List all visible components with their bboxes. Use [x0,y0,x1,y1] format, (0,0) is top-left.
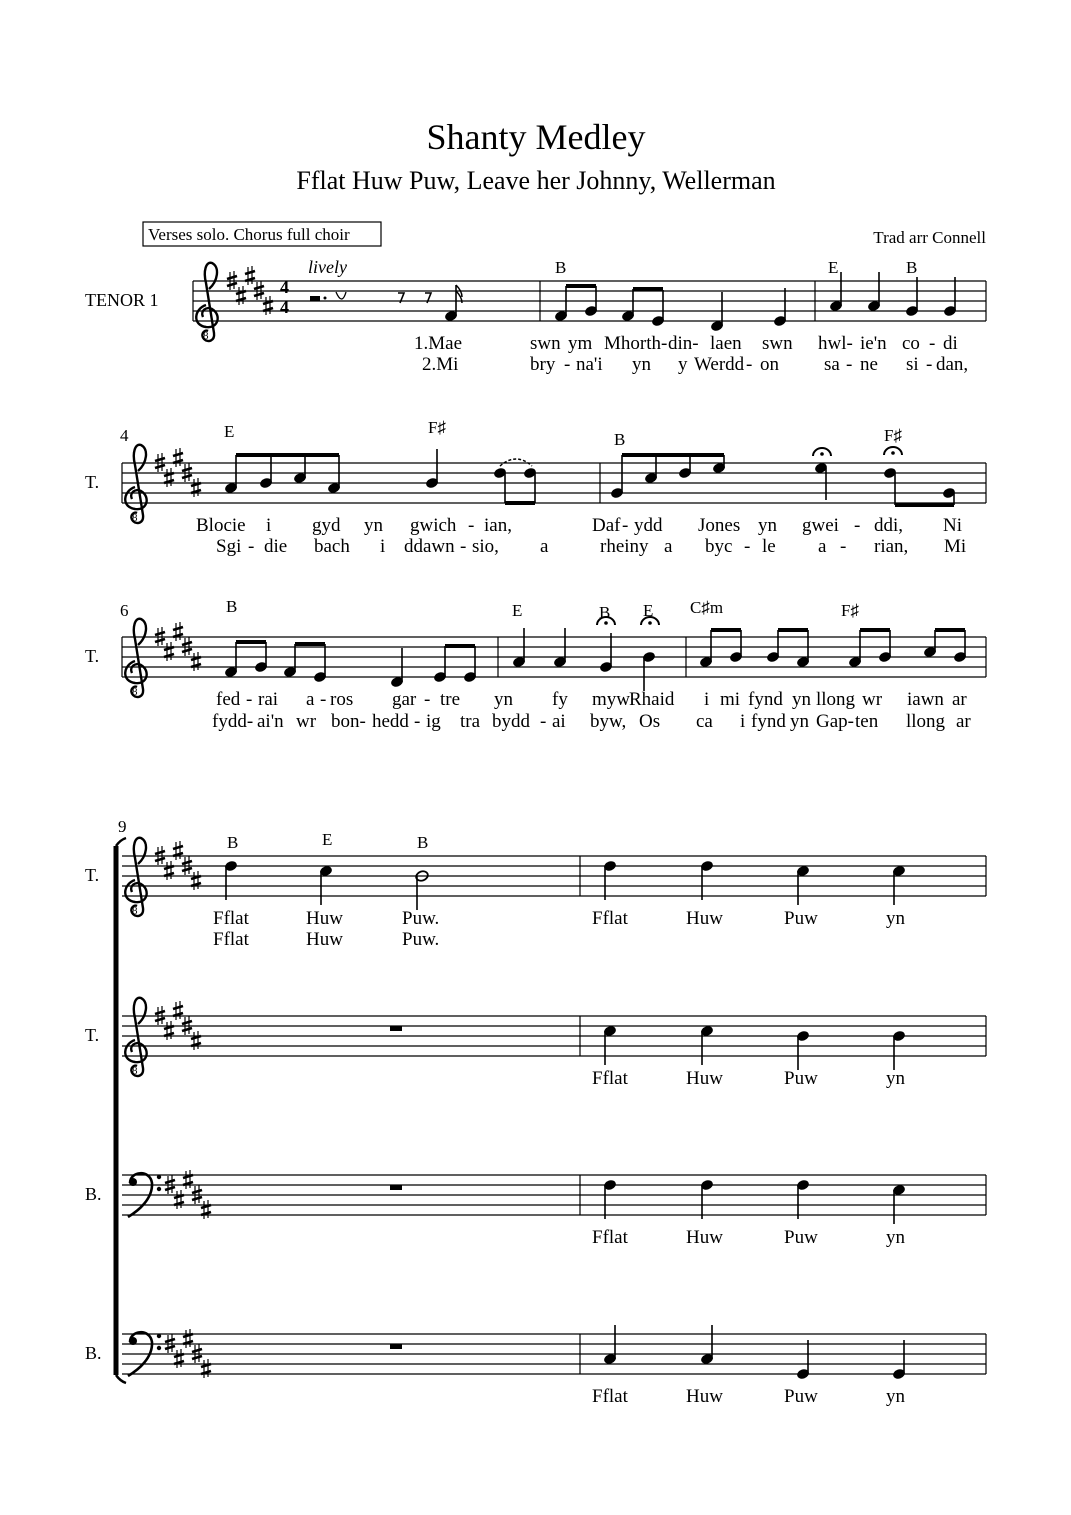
lyric-syllable: a [818,536,827,557]
lyric-syllable: 1.Mae [414,333,463,354]
lyric-syllable: yn [364,515,383,536]
lyric-syllable: Fflat [213,908,249,929]
score-subtitle: Fflat Huw Puw, Leave her Johnny, Wellerman [296,166,776,195]
lyric-syllable: rian, [874,536,909,557]
lyric-syllable: Huw [686,1227,723,1248]
lyric-syllable: llong [816,689,856,710]
lyric-syllable: bry [530,354,556,375]
lyric-syllable: bon- [331,711,366,732]
lyric-syllable: - [622,515,629,536]
lyric-syllable: ros [330,689,354,710]
lyric-syllable: - [926,354,933,375]
measure-number: 9 [118,817,127,836]
lyric-syllable: bach [314,536,350,557]
lyric-syllable: gwei [802,515,839,536]
lyric-syllable: - [414,711,421,732]
lyric-syllable: i [740,711,746,732]
lyric-syllable: ai'n [257,711,284,732]
composer-credit: Trad arr Connell [873,228,986,247]
chord-symbol: E [224,422,235,441]
lyric-syllable: na'i [576,354,603,375]
lyric-syllable: swn [762,333,793,354]
lyric-syllable: yn [886,1227,905,1248]
lyric-syllable: ym [568,333,593,354]
lyric-syllable: - [840,536,847,557]
lyric-syllable: gyd [312,515,341,536]
lyric-syllable: Mi [944,536,967,557]
lyric-syllable: wr [296,711,317,732]
staff-label-tenor: T. [85,472,100,492]
lyric-syllable: din- [668,333,699,354]
lyric-syllable: laen [710,333,742,354]
lyric-syllable: bydd [492,711,530,732]
lyric-syllable: i [704,689,710,710]
chord-symbol: F♯ [841,601,859,620]
lyric-syllable: byw, [590,711,627,732]
lyric-syllable: Huw [306,929,343,950]
fermata-icon [884,447,902,455]
chord-symbol: C♯m [690,598,724,617]
chord-symbol: B [614,430,626,449]
lyric-syllable: Werdd [694,354,745,375]
octave-8-mark: 8 [132,686,138,698]
lyric-syllable: Daf [592,515,621,536]
lyric-syllable: yn [632,354,651,375]
lyric-syllable: - [744,536,751,557]
lyric-syllable: Rhaid [629,689,675,710]
chord-symbol: E [512,601,523,620]
time-sig-bottom: 4 [280,297,289,317]
lyric-syllable: fynd [748,689,783,710]
lyric-syllable: Os [639,711,661,732]
lyric-syllable: Puw [784,908,818,929]
lyric-syllable: yn [758,515,777,536]
lyric-syllable: - [424,689,431,710]
lyric-syllable: a [540,536,549,557]
lyric-syllable: a [306,689,315,710]
lyric-syllable: ca [696,711,713,732]
lyric-syllable: Puw [784,1227,818,1248]
chord-symbol: B [906,258,918,277]
measure-number: 4 [120,426,129,445]
octave-8-mark: 8 [203,330,209,342]
chord-symbol: B [417,833,429,852]
lyric-syllable: hwl- [818,333,853,354]
lyric-syllable: mi [720,689,741,710]
lyric-syllable: hedd [372,711,409,732]
lyric-syllable: Puw [784,1386,818,1407]
half-rest [310,296,320,301]
chord-symbol: E [828,258,839,277]
lyric-syllable: myw [592,689,630,710]
lyric-syllable: Blocie [196,515,246,536]
lyric-syllable: fed [216,689,241,710]
lyric-syllable: die [264,536,288,557]
lyric-syllable: Huw [306,908,343,929]
lyric-syllable: tre [440,689,461,710]
time-sig-top: 4 [280,277,289,297]
chord-symbol: B [555,258,567,277]
lyric-syllable: - [929,333,936,354]
lyric-syllable: tra [460,711,481,732]
lyric-syllable: iawn [907,689,944,710]
system-1 [85,257,986,375]
whole-rest [390,1185,402,1190]
lyric-syllable: Huw [686,1386,723,1407]
whole-rest [390,1344,402,1349]
octave-8-mark: 8 [132,1065,138,1077]
lyric-syllable: y [678,354,688,375]
lyric-syllable: yn [886,1386,905,1407]
chord-symbol: B [599,603,611,622]
staff-label-tenor: T. [85,646,100,666]
performance-instruction: Verses solo. Chorus full choir [148,225,350,244]
lyric-syllable: ddi, [874,515,904,536]
lyric-syllable: Puw. [402,929,440,950]
lyric-syllable: Puw. [402,908,440,929]
lyric-syllable: di [943,333,958,354]
staff-label-tenor1: TENOR 1 [85,290,159,310]
lyric-syllable: Jones [698,515,741,536]
lyric-syllable: si [906,354,919,375]
chord-symbol: E [643,601,654,620]
lyric-syllable: 2.Mi [422,354,459,375]
lyric-syllable: i [266,515,272,536]
system-2 [85,418,986,557]
measure-number: 6 [120,601,129,620]
lyric-syllable: sa [824,354,840,375]
lyric-syllable: on [760,354,779,375]
lyric-syllable: gar [392,689,417,710]
octave-8-mark: 8 [132,905,138,917]
lyric-syllable: - [248,536,255,557]
lyric-syllable: Fflat [592,1227,628,1248]
lyric-syllable: ne [860,354,878,375]
lyric-syllable: - [460,536,467,557]
lyric-syllable: ar [956,711,971,732]
lyric-syllable: rheiny [600,536,649,557]
chord-symbol: F♯ [884,426,902,445]
lyric-syllable: ten [855,711,879,732]
lyric-syllable: yn [494,689,513,710]
lyric-syllable: - [746,354,753,375]
lyric-syllable: - [846,354,853,375]
lyric-syllable: - [854,515,861,536]
lyric-syllable: ian, [484,515,512,536]
lyric-syllable: ie'n [860,333,887,354]
lyric-syllable: ig [426,711,441,732]
lyric-syllable: fy [552,689,568,710]
lyric-syllable: yn [792,689,811,710]
lyric-syllable: fydd- [212,711,254,732]
chord-symbol: F♯ [428,418,446,437]
chord-symbol: B [226,597,238,616]
staff-label-bass: B. [85,1343,102,1363]
lyric-syllable: Fflat [213,929,249,950]
chord-symbol: E [322,830,333,849]
lyric-syllable: ai [552,711,566,732]
score-title: Shanty Medley [426,117,646,157]
lyric-syllable: yn [790,711,809,732]
lyric-syllable: wr [862,689,883,710]
system-4 [85,817,986,1407]
lyric-syllable: co [902,333,920,354]
lyric-syllable: fynd [751,711,786,732]
lyric-syllable: - [540,711,547,732]
lyric-syllable: Gap- [816,711,854,732]
lyric-syllable: Huw [686,1068,723,1089]
lyric-syllable: rai [258,689,279,710]
lyric-syllable: Fflat [592,1386,628,1407]
lyric-syllable: llong [906,711,946,732]
lyric-syllable: Huw [686,908,723,929]
lyric-syllable: Ni [943,515,962,536]
lyric-syllable: gwich [410,515,457,536]
staff-label-bass: B. [85,1184,102,1204]
whole-rest [390,1026,402,1031]
lyric-syllable: swn [530,333,561,354]
octave-8-mark: 8 [132,512,138,524]
staff-label-tenor: T. [85,1025,100,1045]
lyric-syllable: Sgi [216,536,242,557]
lyric-syllable: - [468,515,475,536]
lyric-syllable: ddawn [404,536,455,557]
system-3 [85,597,986,732]
lyric-syllable: ydd [634,515,663,536]
lyric-syllable: yn [886,1068,905,1089]
lyric-syllable: sio, [472,536,499,557]
lyric-syllable: le [762,536,776,557]
tempo-marking: lively [308,257,347,277]
lyric-syllable: Fflat [592,908,628,929]
lyric-syllable: i [380,536,386,557]
chord-symbol: B [227,833,239,852]
lyric-syllable: yn [886,908,905,929]
lyric-syllable: byc [705,536,733,557]
lyric-syllable: Mhorth- [604,333,668,354]
lyric-syllable: Fflat [592,1068,628,1089]
fermata-icon [813,448,831,456]
lyric-syllable: - [246,689,253,710]
lyric-syllable: ar [952,689,967,710]
staff-label-tenor: T. [85,865,100,885]
lyric-syllable: dan, [936,354,969,375]
lyric-syllable: - [320,689,327,710]
lyric-syllable: - [564,354,571,375]
lyric-syllable: Puw [784,1068,818,1089]
lyric-syllable: a [664,536,673,557]
